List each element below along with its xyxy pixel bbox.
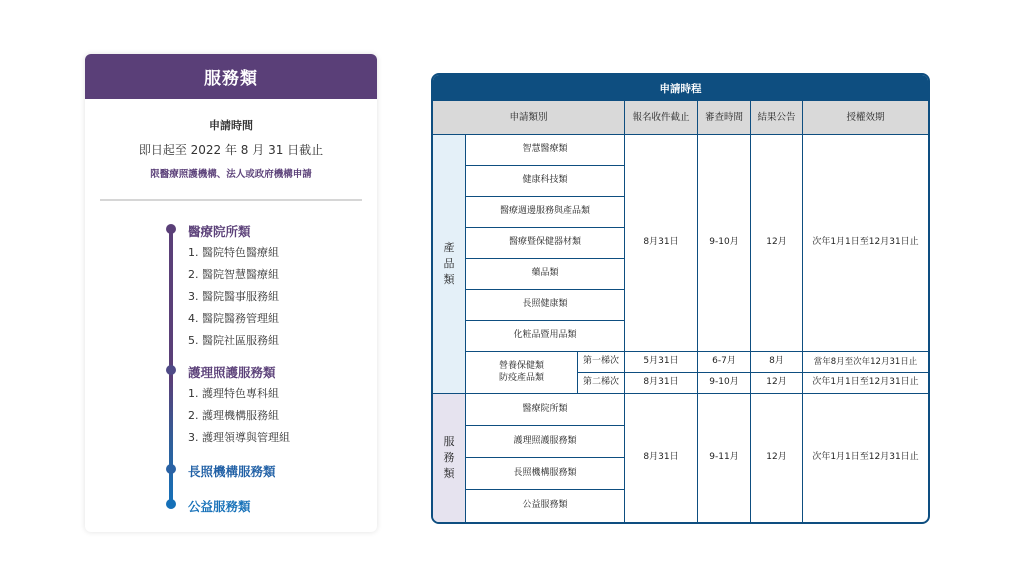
service-item: 護理照護服務類 <box>466 426 625 458</box>
schedule-title: 申請時程 <box>433 75 928 101</box>
sub-item: 5. 醫院社區服務組 <box>188 334 279 347</box>
product-item: 藥品類 <box>466 259 625 290</box>
sub-item: 3. 醫院醫事服務組 <box>188 290 279 303</box>
product-item: 醫療週邊服務與產品類 <box>466 197 625 228</box>
round-2-review: 9-10月 <box>698 373 751 394</box>
product-item: 智慧醫療類 <box>466 135 625 166</box>
timeline-dot <box>166 499 176 509</box>
schedule-table <box>431 73 930 524</box>
product-item: 化粧品暨用品類 <box>466 321 625 352</box>
service-result: 12月 <box>751 394 803 522</box>
timeline-dot <box>166 224 176 234</box>
product-validity: 次年1月1日至12月31日止 <box>803 135 928 352</box>
round-1-result: 8月 <box>751 352 803 373</box>
health-food-category: 營養保健類 防疫產品類 <box>466 352 578 394</box>
sub-item: 1. 護理特色專科組 <box>188 387 279 400</box>
round-2-deadline: 8月31日 <box>625 373 698 394</box>
product-deadline: 8月31日 <box>625 135 698 352</box>
sub-item: 2. 醫院智慧醫療組 <box>188 268 279 281</box>
apply-label: 申請時間 <box>209 119 253 132</box>
service-review: 9-11月 <box>698 394 751 522</box>
category-public-welfare[interactable]: 公益服務類 <box>188 499 251 514</box>
round-1-label: 第一梯次 <box>578 352 625 373</box>
header-review: 審查時間 <box>698 101 751 135</box>
product-item: 健康科技類 <box>466 166 625 197</box>
service-item: 醫療院所類 <box>466 394 625 426</box>
product-review: 9-10月 <box>698 135 751 352</box>
sub-item: 1. 醫院特色醫療組 <box>188 246 279 259</box>
category-timeline <box>85 222 377 522</box>
round-2-result: 12月 <box>751 373 803 394</box>
group-label-product: 產 品 類 <box>433 135 466 394</box>
timeline-dot <box>166 464 176 474</box>
service-item: 公益服務類 <box>466 490 625 522</box>
sub-item: 3. 護理領導與管理組 <box>188 431 290 444</box>
sub-item: 2. 護理機構服務組 <box>188 409 279 422</box>
divider <box>100 199 362 201</box>
header-type: 申請類別 <box>433 101 625 135</box>
service-category-card <box>85 54 377 532</box>
apply-period <box>85 99 377 180</box>
card-title: 服務類 <box>85 54 377 99</box>
service-item: 長照機構服務類 <box>466 458 625 490</box>
product-item: 醫療暨保健器材類 <box>466 228 625 259</box>
round-1-deadline: 5月31日 <box>625 352 698 373</box>
product-result: 12月 <box>751 135 803 352</box>
product-item: 長照健康類 <box>466 290 625 321</box>
group-label-service: 服 務 類 <box>433 394 466 522</box>
service-validity: 次年1月1日至12月31日止 <box>812 452 919 463</box>
apply-note: 限醫療照護機構、法人或政府機構申請 <box>150 169 312 180</box>
round-1-review: 6-7月 <box>698 352 751 373</box>
category-hospital[interactable]: 醫療院所類 <box>188 224 251 239</box>
header-result: 結果公告 <box>751 101 803 135</box>
service-deadline: 8月31日 <box>625 394 698 522</box>
header-validity: 授權效期 <box>803 101 928 135</box>
round-2-validity: 次年1月1日至12月31日止 <box>803 373 928 394</box>
category-nursing[interactable]: 護理照護服務類 <box>188 365 276 380</box>
round-1-validity: 當年8月至次年12月31日止 <box>803 352 928 373</box>
header-deadline: 報名收件截止 <box>625 101 698 135</box>
category-longterm-care[interactable]: 長照機構服務類 <box>188 464 276 479</box>
timeline-dot <box>166 365 176 375</box>
apply-date: 即日起至 2022 年 8 月 31 日截止 <box>138 143 324 157</box>
round-2-label: 第二梯次 <box>578 373 625 394</box>
sub-item: 4. 醫院醫務管理組 <box>188 312 279 325</box>
